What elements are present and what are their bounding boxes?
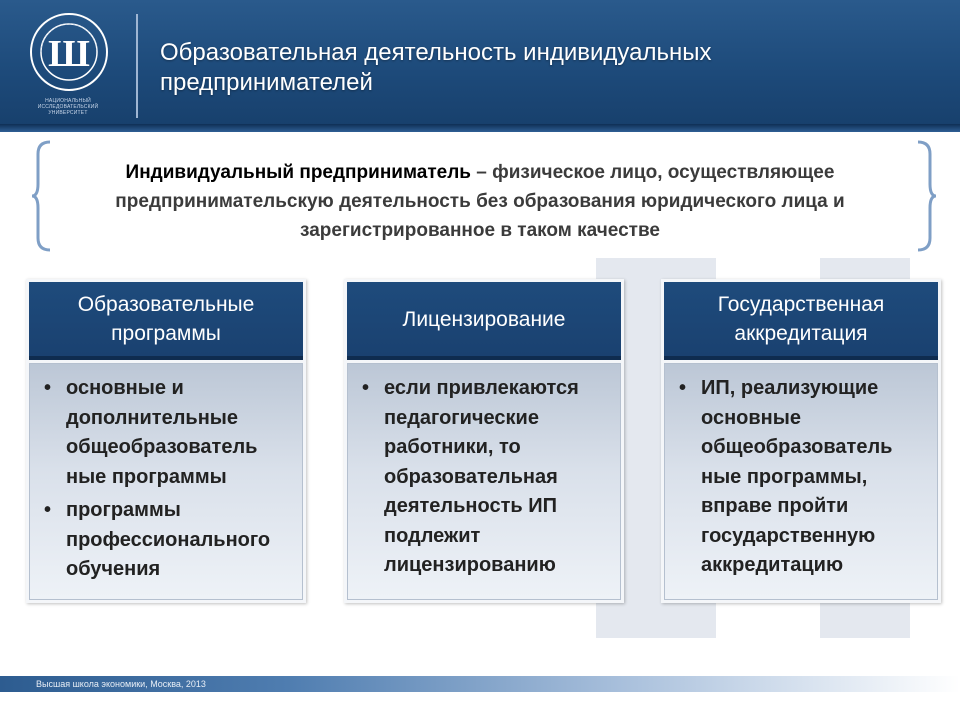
card-state-accreditation [661, 279, 941, 603]
svg-text:Ш: Ш [48, 33, 90, 75]
bullet-item: • если привлекаются педагогические работники, то образовательная деятельность ИП подлежит лицензированию [360, 374, 612, 581]
card-educational-programs [26, 279, 306, 603]
card-header [29, 282, 303, 360]
header-divider [136, 14, 138, 118]
footer-text: Высшая школа экономики, Москва, 2013 [36, 679, 206, 689]
slide-header [0, 0, 960, 132]
card-header [664, 282, 938, 360]
card-licensing [344, 279, 624, 603]
bullet-item: • ИП, реализующие основные общеобразователь ные программы, вправе пройти государственную аккредитацию [677, 374, 929, 581]
right-brace-icon [914, 140, 938, 252]
definition-block [44, 158, 916, 245]
card-heading: Образовательные программы [77, 293, 255, 345]
hse-logo-icon [28, 10, 110, 94]
card-body [347, 363, 621, 600]
card-heading: Лицензирование [402, 307, 566, 331]
definition-term: Индивидуальный предприниматель [125, 162, 471, 183]
page-title: Образовательная деятельность индивидуальных предпринимателей [160, 39, 712, 96]
card-header [347, 282, 621, 360]
bullet-item: • основные и дополнительные общеобразователь ные программы [42, 374, 294, 492]
bullet-list [42, 374, 294, 589]
logo-caption: НАЦИОНАЛЬНЫЙ ИССЛЕДОВАТЕЛЬСКИЙ УНИВЕРСИТЕТ [37, 98, 99, 116]
card-heading: Государственная аккредитация [717, 293, 885, 345]
card-body [29, 363, 303, 600]
bullet-item: • программы профессионального обучения [42, 496, 294, 585]
definition-text: – физическое лицо, осуществляющее предпринимательскую деятельность без образования юридического лица и зарегистрированное в таком качестве [115, 162, 845, 241]
card-body [664, 363, 938, 600]
bullet-list [360, 374, 612, 585]
bullet-list [677, 374, 929, 585]
